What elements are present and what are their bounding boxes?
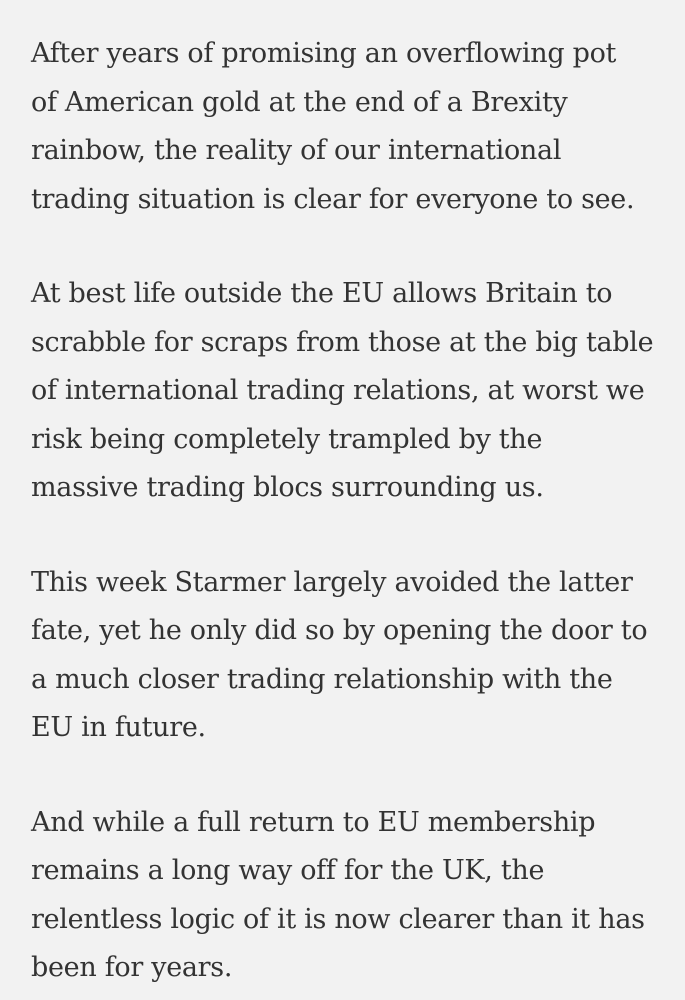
text-line: After years of promising an overflowing pot [31, 38, 617, 69]
text-line: fate, yet he only did so by opening the door to [31, 615, 648, 646]
text-line: And while a full return to EU membership [31, 806, 596, 838]
text-line: EU in future. [31, 712, 206, 743]
text-line: of international trading relations, at worst we [31, 375, 645, 406]
text-line: At best life outside the EU allows Britain to [31, 278, 613, 309]
text-line: of American gold at the end of a Brexity [31, 86, 568, 118]
text-line: relentless logic of it is now clearer than it has [31, 903, 645, 935]
text-line: trading situation is clear for everyone to see. [31, 183, 635, 215]
paragraph-3 [31, 559, 671, 753]
text-line: been for years. [31, 952, 233, 983]
paragraph-2 [31, 270, 671, 513]
text-line: remains a long way off for the UK, the [31, 855, 545, 886]
text-line: massive trading blocs surrounding us. [31, 472, 544, 503]
paragraph-4 [31, 799, 671, 993]
paragraph-1 [31, 30, 671, 224]
text-line: a much closer trading relationship with the [31, 663, 613, 695]
text-line: risk being completely trampled by the [31, 423, 543, 455]
text-line: scrabble for scraps from those at the big table [31, 326, 654, 358]
text-line: This week Starmer largely avoided the latter [31, 566, 633, 598]
text-line: rainbow, the reality of our international [31, 135, 562, 166]
